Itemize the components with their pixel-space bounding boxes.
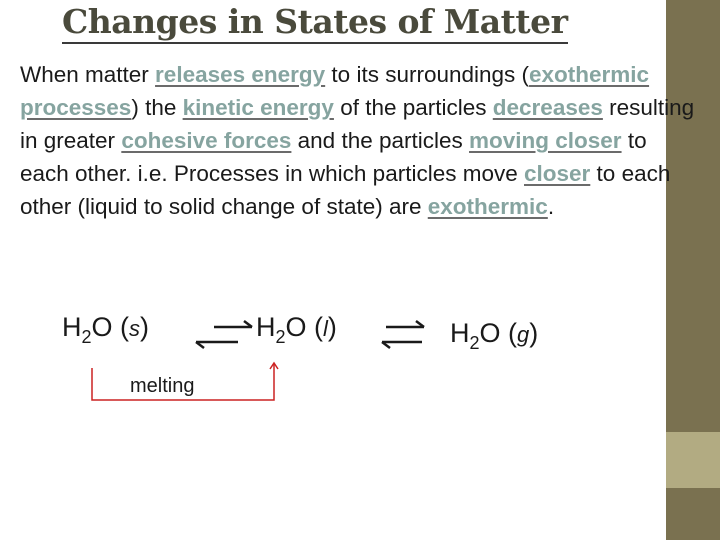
body-keyword: releases energy bbox=[155, 62, 326, 87]
formula-liquid-state: l bbox=[323, 316, 328, 341]
formula-liquid-close: ) bbox=[327, 312, 337, 342]
formula-solid-base: H bbox=[62, 312, 82, 342]
body-segment: to each other (liquid to solid change of state) are bbox=[20, 161, 671, 219]
body-keyword: closer bbox=[524, 161, 591, 186]
equilibrium-arrows-liquid-gas bbox=[378, 318, 430, 350]
formula-gas-close: ) bbox=[529, 318, 539, 348]
body-keyword: exothermic bbox=[427, 194, 548, 219]
body-segment: ) the bbox=[131, 95, 183, 120]
body-keyword: exothermic processes bbox=[20, 62, 650, 120]
formula-liquid-rest: O ( bbox=[285, 312, 324, 342]
body-segment: resulting in greater bbox=[20, 95, 695, 153]
body-segment: . bbox=[547, 194, 555, 219]
formula-solid-close: ) bbox=[140, 312, 150, 342]
sidebar-band-decoration bbox=[666, 432, 720, 488]
formula-liquid-base: H bbox=[256, 312, 276, 342]
body-keyword: decreases bbox=[492, 95, 603, 120]
equilibrium-arrows-solid-liquid bbox=[192, 318, 256, 350]
body-segment: When matter bbox=[20, 62, 156, 87]
formula-solid-state: s bbox=[129, 316, 141, 341]
body-segment: of the particles bbox=[333, 95, 493, 120]
formula-gas-subscript: 2 bbox=[469, 333, 480, 353]
body-keyword: moving closer bbox=[469, 128, 622, 153]
formula-solid-subscript: 2 bbox=[81, 327, 92, 347]
body-keyword: cohesive forces bbox=[121, 128, 292, 153]
formula-solid-rest: O ( bbox=[91, 312, 130, 342]
body-segment: to its surroundings ( bbox=[325, 62, 530, 87]
body-keyword: kinetic energy bbox=[182, 95, 334, 120]
formula-gas-state: g bbox=[517, 322, 530, 347]
formula-solid bbox=[62, 312, 149, 348]
slide-title: Changes in States of Matter bbox=[62, 2, 568, 44]
formula-gas-base: H bbox=[450, 318, 470, 348]
body-segment: and the particles bbox=[291, 128, 470, 153]
body-segment: to each other. i.e. Processes in which particles move bbox=[20, 128, 647, 186]
formula-liquid bbox=[256, 312, 337, 348]
formula-gas-rest: O ( bbox=[479, 318, 518, 348]
formula-gas bbox=[450, 318, 538, 354]
slide-body-text bbox=[20, 58, 695, 223]
melting-label: melting bbox=[130, 375, 195, 397]
formula-liquid-subscript: 2 bbox=[275, 327, 286, 347]
